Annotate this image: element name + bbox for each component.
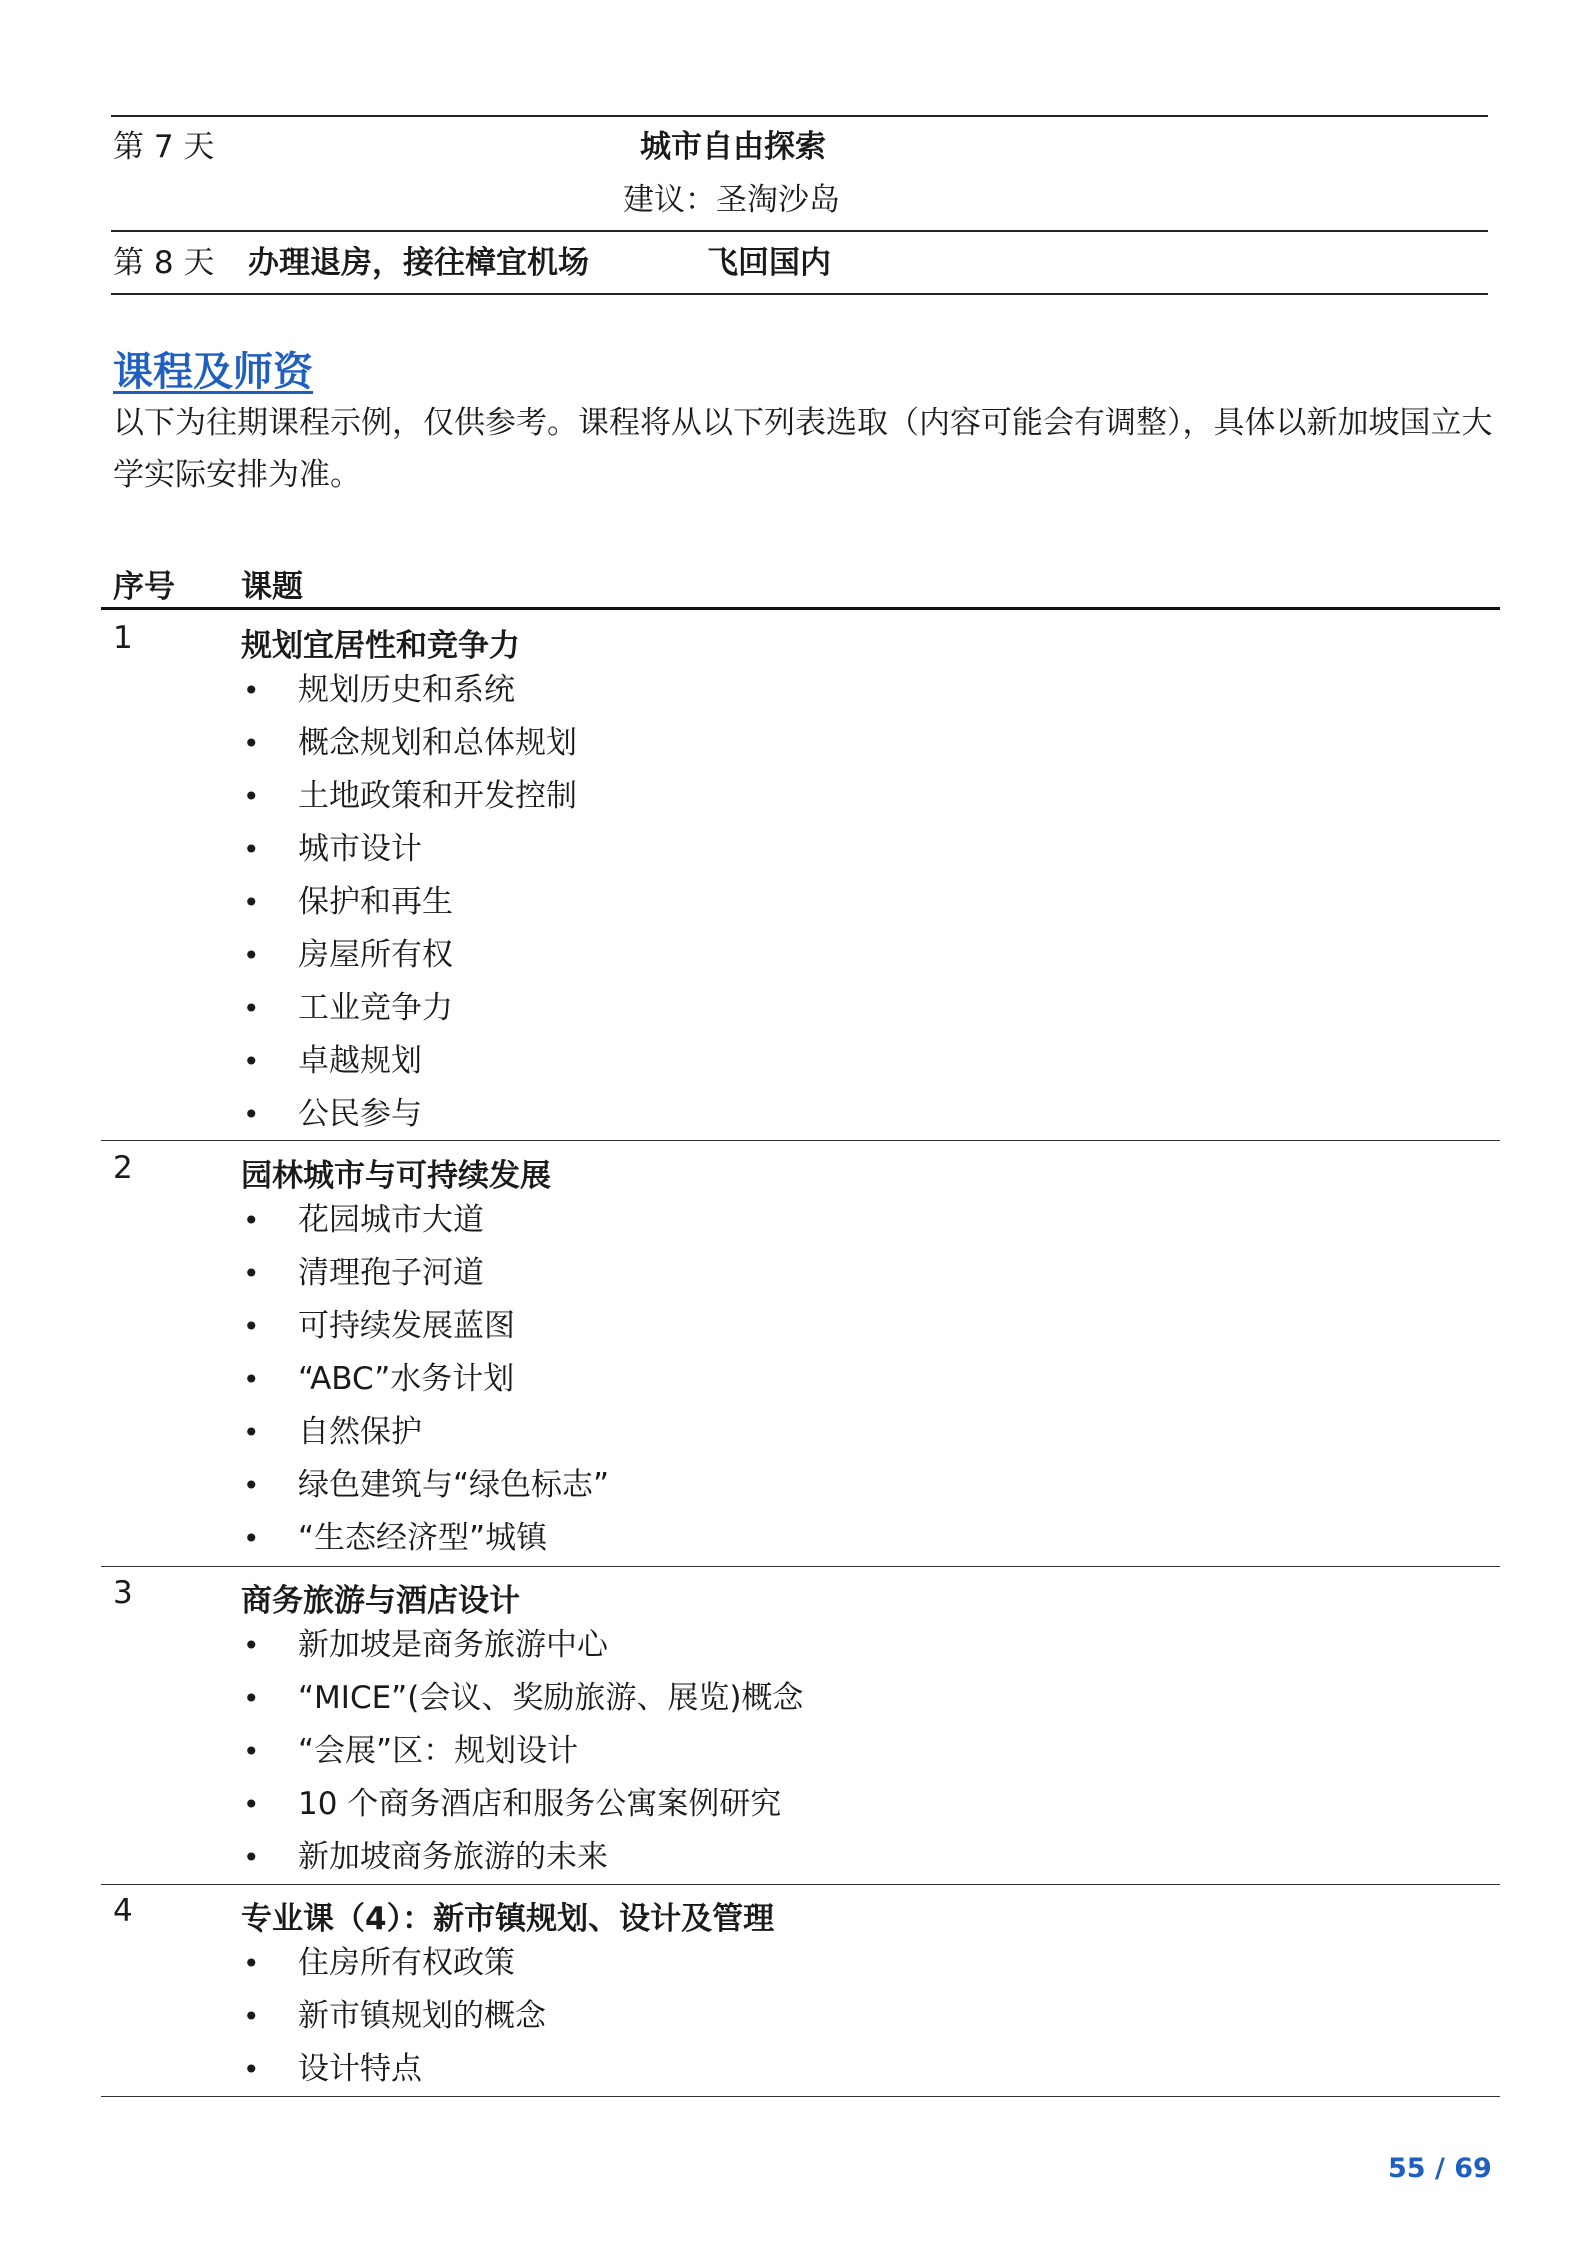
day-8-label: 第 8 天 — [113, 245, 215, 281]
day-7-label: 第 7 天 — [113, 129, 215, 165]
col-header-topic: 课题 — [241, 569, 303, 605]
row-1-topic: 规划宜居性和竞争力 — [241, 628, 520, 664]
table-header-rule — [101, 607, 1500, 610]
list-item: • 新加坡商务旅游的未来 — [243, 1831, 803, 1884]
list-item: • 新加坡是商务旅游中心 — [243, 1619, 803, 1672]
day-7-note: 建议：圣淘沙岛 — [623, 182, 840, 218]
list-item: • 住房所有权政策 — [243, 1937, 546, 1990]
row-2-number: 2 — [113, 1150, 133, 1186]
list-item: • 可持续发展蓝图 — [243, 1300, 609, 1353]
itinerary-row-rule — [111, 230, 1488, 232]
row-2-topic: 园林城市与可持续发展 — [241, 1158, 551, 1194]
list-item: • 自然保护 — [243, 1406, 609, 1459]
itinerary-top-rule — [111, 115, 1488, 117]
list-item: • 规划历史和系统 — [243, 664, 577, 717]
list-item: • 新市镇规划的概念 — [243, 1990, 546, 2043]
list-item: • 卓越规划 — [243, 1035, 577, 1088]
page-number: 55 / 69 — [1388, 2153, 1492, 2184]
list-item: • 花园城市大道 — [243, 1194, 609, 1247]
list-item: • “生态经济型”城镇 — [243, 1512, 609, 1565]
list-item: • 房屋所有权 — [243, 929, 577, 982]
list-item: • “ABC”水务计划 — [243, 1353, 609, 1406]
section-intro: 以下为往期课程示例，仅供参考。课程将从以下列表选取（内容可能会有调整），具体以新加坡国立大学实际安排为准。 — [113, 405, 1493, 493]
list-item: • “会展”区：规划设计 — [243, 1725, 803, 1778]
day-8-note: 飞回国内 — [707, 245, 831, 281]
row-3-number: 3 — [113, 1575, 133, 1611]
list-item: • 保护和再生 — [243, 876, 577, 929]
list-item: • 绿色建筑与“绿色标志” — [243, 1459, 609, 1512]
row-2-rule — [101, 1566, 1500, 1567]
list-item: • 工业竞争力 — [243, 982, 577, 1035]
row-3-topic: 商务旅游与酒店设计 — [241, 1583, 520, 1619]
list-item: • “MICE”(会议、奖励旅游、展览)概念 — [243, 1672, 803, 1725]
row-3-rule — [101, 1884, 1500, 1885]
list-item: • 清理孢子河道 — [243, 1247, 609, 1300]
row-4-number: 4 — [113, 1893, 133, 1929]
list-item: • 10 个商务酒店和服务公寓案例研究 — [243, 1778, 803, 1831]
row-1-rule — [101, 1140, 1500, 1141]
row-4-topic: 专业课（4）：新市镇规划、设计及管理 — [241, 1901, 775, 1937]
list-item: • 城市设计 — [243, 823, 577, 876]
section-title: 课程及师资 — [113, 349, 313, 395]
list-item: • 土地政策和开发控制 — [243, 770, 577, 823]
table-bottom-rule — [101, 2096, 1500, 2097]
itinerary-bottom-rule — [111, 293, 1488, 295]
list-item: • 概念规划和总体规划 — [243, 717, 577, 770]
list-item: • 公民参与 — [243, 1088, 577, 1141]
day-7-activity: 城市自由探索 — [640, 129, 826, 165]
list-item: • 设计特点 — [243, 2043, 546, 2096]
row-1-number: 1 — [113, 620, 133, 656]
col-header-no: 序号 — [113, 569, 175, 605]
day-8-activity: 办理退房，接往樟宜机场 — [248, 245, 589, 281]
